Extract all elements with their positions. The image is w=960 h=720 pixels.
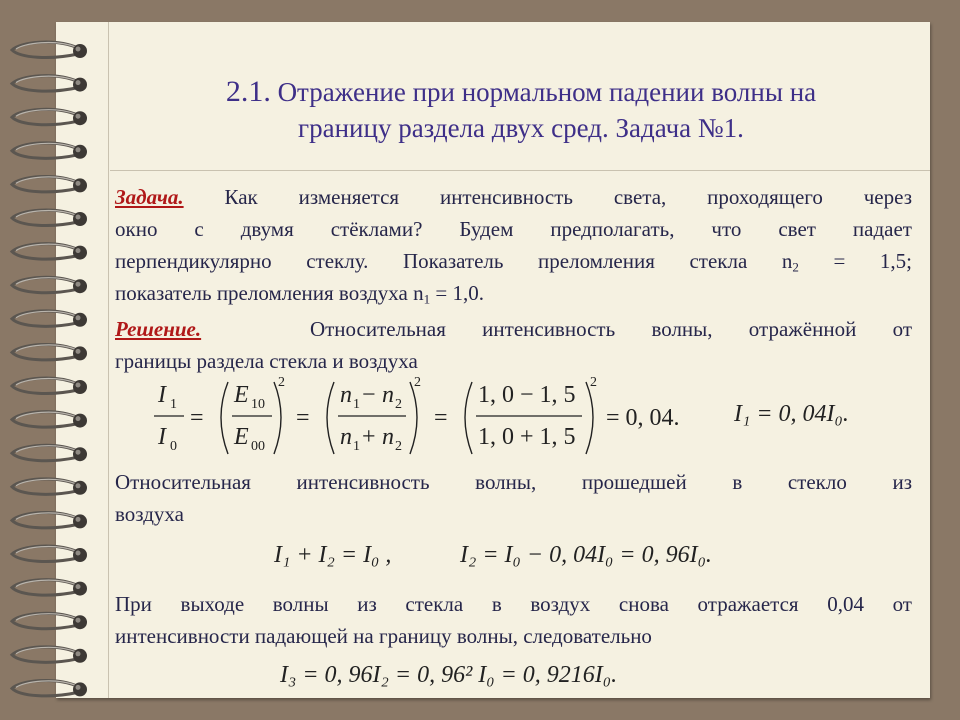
task-n2-value: = 1,5; bbox=[798, 249, 912, 273]
svg-text:n: n bbox=[382, 424, 394, 450]
binding-ring bbox=[12, 210, 87, 226]
binding-ring bbox=[12, 311, 87, 327]
svg-text:=: = bbox=[296, 405, 310, 431]
solution-label: Решение. bbox=[115, 317, 202, 341]
svg-text:E: E bbox=[234, 424, 249, 450]
svg-text:2: 2 bbox=[395, 397, 402, 412]
binding-ring bbox=[12, 143, 87, 159]
spiral-binding bbox=[0, 0, 110, 720]
transmitted-intensity: I₂ = I₀ − 0, 04I₀ = 0, 96I₀. bbox=[460, 542, 712, 568]
title-line-2: границу раздела двух сред. Задача №1. bbox=[298, 113, 744, 143]
binding-ring bbox=[12, 546, 87, 562]
section-number: 2.1. bbox=[225, 75, 271, 108]
svg-text:1, 0 − 1, 5: 1, 0 − 1, 5 bbox=[478, 382, 576, 408]
svg-text:n: n bbox=[340, 424, 352, 450]
exit-intensity: I₃ = 0, 96I₂ = 0, 96² I₀ = 0, 9216I₀. bbox=[280, 662, 618, 688]
svg-text:1: 1 bbox=[170, 397, 177, 412]
svg-text:=: = bbox=[434, 405, 448, 431]
task-paragraph bbox=[115, 181, 912, 309]
transmission-sum: I₁ + I₂ = I₀ , bbox=[274, 542, 392, 568]
exit-line-1: При выходе волны из стекла в воздух снова отражается 0,04 от bbox=[115, 592, 912, 616]
binding-ring bbox=[12, 176, 87, 192]
task-line-1: Как изменяется интенсивность света, проходящего через bbox=[224, 185, 913, 209]
task-n2-sub: 2 bbox=[792, 259, 799, 275]
binding-ring bbox=[12, 344, 87, 360]
reflection-formula bbox=[150, 372, 890, 467]
transmitted-line-2: воздуха bbox=[115, 502, 184, 526]
binding-ring bbox=[12, 109, 87, 125]
binding-ring bbox=[12, 76, 87, 92]
reflection-result: = 0, 04. bbox=[606, 405, 680, 431]
binding-ring bbox=[12, 378, 87, 394]
solution-line-2: границы раздела стекла и воздуха bbox=[115, 349, 418, 373]
exit-line-2: интенсивности падающей на границу волны, следовательно bbox=[115, 624, 652, 648]
binding-ring bbox=[12, 42, 87, 58]
svg-text:10: 10 bbox=[251, 397, 265, 412]
reflected-intensity: I₁ = 0, 04I₀. bbox=[734, 401, 849, 427]
binding-ring bbox=[12, 479, 87, 495]
binding-ring bbox=[12, 613, 87, 629]
svg-text:2: 2 bbox=[395, 439, 402, 454]
svg-text:−: − bbox=[362, 382, 376, 408]
svg-text:I: I bbox=[158, 382, 166, 408]
task-label: Задача. bbox=[115, 185, 184, 209]
task-line-3: перпендикулярно стеклу. Показатель преломления стекла n bbox=[115, 249, 793, 273]
title-line-1: Отражение при нормальном падении волны на bbox=[277, 77, 817, 107]
binding-ring bbox=[12, 647, 87, 663]
solution-paragraph bbox=[115, 313, 912, 377]
binding-ring bbox=[12, 580, 87, 596]
svg-text:2: 2 bbox=[414, 375, 421, 390]
binding-ring bbox=[12, 277, 87, 293]
svg-text:1: 1 bbox=[353, 439, 360, 454]
svg-text:2: 2 bbox=[278, 375, 285, 390]
binding-ring bbox=[12, 445, 87, 461]
binding-ring bbox=[12, 512, 87, 528]
svg-text:=: = bbox=[190, 405, 204, 431]
exit-formula bbox=[276, 652, 716, 699]
solution-line-1: Относительная интенсивность волны, отражённой от bbox=[309, 317, 912, 341]
transmitted-paragraph bbox=[115, 466, 912, 530]
svg-text:n: n bbox=[340, 382, 352, 408]
exit-paragraph bbox=[115, 588, 912, 652]
task-n1-value: = 1,0. bbox=[430, 281, 484, 305]
svg-text:2: 2 bbox=[590, 375, 597, 390]
svg-text:I: I bbox=[158, 424, 166, 450]
svg-text:E: E bbox=[234, 382, 249, 408]
svg-text:1: 1 bbox=[353, 397, 360, 412]
svg-text:00: 00 bbox=[251, 439, 265, 454]
svg-text:0: 0 bbox=[170, 439, 177, 454]
title-divider bbox=[110, 170, 930, 171]
svg-text:+: + bbox=[362, 424, 376, 450]
transmission-formula bbox=[270, 532, 790, 581]
binding-ring bbox=[12, 680, 87, 696]
binding-ring bbox=[12, 412, 87, 428]
task-n1-sub: 1 bbox=[423, 291, 431, 307]
task-line-2: окно с двумя стёклами? Будем предполагать, что свет падает bbox=[115, 217, 912, 241]
svg-text:n: n bbox=[382, 382, 394, 408]
svg-text:1, 0 + 1, 5: 1, 0 + 1, 5 bbox=[478, 424, 576, 450]
slide-title bbox=[110, 74, 932, 146]
binding-ring bbox=[12, 244, 87, 260]
transmitted-line-1: Относительная интенсивность волны, прошедшей в стекло из bbox=[115, 470, 912, 494]
task-line-4: показатель преломления воздуха n bbox=[115, 281, 424, 305]
